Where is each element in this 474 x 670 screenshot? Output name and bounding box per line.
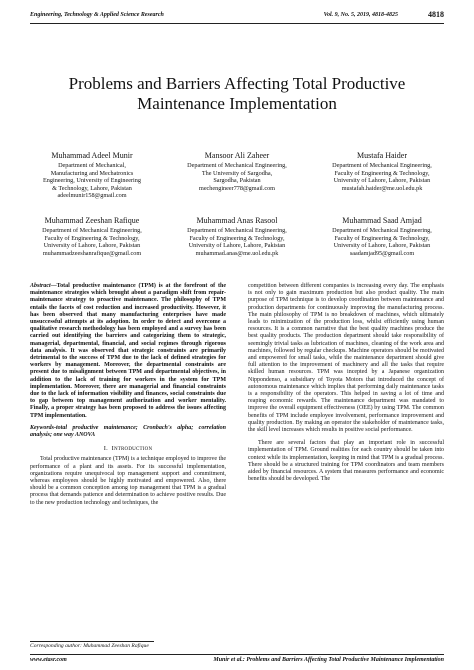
author-affiliation: Faculty of Engineering & Technology,: [334, 169, 430, 177]
paper-title: Problems and Barriers Affecting Total Productive Maintenance Implementation: [68, 74, 406, 113]
volume-info: Vol. 9, No. 5, 2019, 4818-4825: [323, 12, 398, 18]
author-name: Muhammad Adeel Munir: [51, 151, 133, 160]
abstract-text: —Total productive maintenance (TPM) is at the forefront of the maintenance strategies which brought about a paradigm shift from repair-maintenance strategy to proactive maintenance. The philosophy of TPM entails the facets of cost reduction and increased productivity. However, it has been observed that many manufacturing enterprises have made unsuccessful attempts at its adoption. In order to detect and overcome a qualitative research methodology has been employed and a survey has been carried out identifying the barriers and categorizing them to strategic, managerial, departmental, financial, and social regimes through rigorous data analysis. It was observed that strategic constraints are primarily detrimental to the success of TPM due to the lack of defined strategies for workers by management. Moreover, the departmental constraints are present due to misalignment between TPM and departmental objectives, in addition to the lack of training for workers in the system for TPM implementation. Moreover, there are managerial and financial constraints due to the lack of information visibility and finances, social constraints due to gap between top management authorization and worker mentality. Finally, a proper strategy has been proposed to address the issues affecting TPM implementation.: [30, 283, 226, 419]
author-name: Muhammad Anas Rasool: [196, 216, 278, 225]
author-affiliation: The University of Sargodha,: [201, 169, 273, 177]
author-name: Muhammad Zeeshan Rafique: [44, 216, 140, 225]
author-affiliation: Department of Mechanical Engineering,: [332, 162, 432, 169]
author-email[interactable]: mustafah.haider@me.uol.edu.pk: [341, 184, 423, 192]
footnote: Corresponding author: Muhammad Zeeshan Rafique: [30, 643, 149, 649]
page-number: 4818: [428, 10, 444, 19]
author-affiliation: Sargodha, Pakistan: [213, 177, 261, 185]
author-1: [22, 151, 162, 200]
author-6: [312, 216, 452, 257]
author-affiliation: Engineering, University of Engineering: [43, 177, 141, 185]
author-affiliation: University of Lahore, Lahore, Pakistan: [188, 242, 286, 250]
author-affiliation: Faculty of Engineering & Technology,: [189, 234, 285, 242]
author-5: [167, 216, 307, 257]
author-affiliation: Manufacturing and Mechatronics: [50, 169, 134, 177]
abstract: [30, 283, 226, 420]
footer-citation: Munir et al.: Problems and Barriers Affecting Total Productive Maintenance Implementation: [213, 657, 444, 663]
right-paragraph-2: There are several factors that play an important role in successful implementation of TPM. Ground realities for each country should be taken into context while its implementation, keeping in mind that TPM is a gradual process. There should be a structured training for TPM coordinators and team members aided by financial resources. A system that measures performance and economic benefits should be developed. The: [248, 440, 444, 483]
author-3: [312, 151, 452, 192]
author-affiliation: & Technology, Lahore, Pakistan: [52, 184, 132, 192]
author-name: Muhammad Saad Amjad: [342, 216, 422, 225]
author-affiliation: Department of Mechanical,: [58, 162, 126, 169]
author-affiliation: University of Lahore, Lahore, Pakistan: [333, 242, 431, 250]
author-email[interactable]: muhammad.anas@me.uol.edu.pk: [195, 249, 279, 257]
author-affiliation: Faculty of Engineering & Technology,: [44, 234, 140, 242]
author-name: Mansoor Ali Zaheer: [204, 151, 270, 160]
author-email[interactable]: adeelmunir158@gmail.com: [57, 192, 127, 200]
footnote-rule: [30, 641, 154, 642]
intro-paragraph: Total productive maintenance (TPM) is a technique employed to improve the performance of a plant and its assets. For its successful implementation, organizations require unequivocal top management support and commitment, whereas employees should be highly motivated and empowered. Also, there should be a common conception among top management that TPM is a gradual process that demands patience and determination to achieve positive results. Due to the new production technology and techniques, the: [30, 456, 226, 506]
author-4: [22, 216, 162, 257]
author-name: Mustafa Haider: [357, 151, 407, 160]
abstract-label: Abstract: [30, 283, 51, 289]
header-rule: [30, 23, 444, 24]
author-email[interactable]: mechengineer778@gmail.com: [199, 184, 275, 192]
right-paragraph-1: competition between different companies is increasing every day. The emphasis is not only to gain maximum production but also product quality. The main purpose of TPM technique is to develop coordination between maintenance and production departments for continuously improving the manufacturing process. The main philosophy of TPM is no breakdown of machines, which ultimately leads to minimization of the production loss, whilst efficiently using human resources. It is a common narrative that the best quality machines produce the best quality products. The production department should take responsibility of seemingly trivial tasks as lubrication of machines, cleaning of the work area and machines, followed by regular checkups. Machine operators should be motivated and empowered for small tasks, while the maintenance department should give full attention to the improvement of machinery and all the tasks that require skilled human resources. TPM was incepted by a Japanese organization Nippondenso, a subsidiary of Toyota Motors that introduced the concept of autonomous maintenance which implies that performing daily maintenance tasks is a responsibility of the operators. This helped in saving a lot of time and reaping economic rewards. The maintenance department was mandated to improve the overall equipment effectiveness (OEE) by using TPM. The common benefits of TPM include employee involvement, performance improvement and quality production. By making an operator the stakeholder of maintenance tasks, the skill level increases which results in positive social performance.: [248, 283, 444, 434]
author-affiliation: Faculty of Engineering & Technology,: [334, 234, 430, 242]
author-affiliation: Department of Mechanical Engineering,: [42, 227, 142, 234]
author-affiliation: University of Lahore, Lahore, Pakistan: [333, 177, 431, 185]
footer-rule: [30, 654, 444, 655]
left-column: [30, 283, 226, 507]
author-affiliation: Department of Mechanical Engineering,: [187, 162, 287, 169]
journal-name: Engineering, Technology & Applied Science Research: [30, 12, 164, 18]
keywords: Keywords-total productive maintenance; Cronbach's alpha; correlation analysis; one way ANOVA: [30, 424, 226, 439]
author-affiliation: Department of Mechanical Engineering,: [187, 227, 287, 234]
section-heading: I. Introduction: [103, 445, 153, 453]
right-column: [248, 283, 444, 483]
author-affiliation: University of Lahore, Lahore, Pakistan: [43, 242, 141, 250]
author-email[interactable]: saadamjad95@gmail.com: [349, 249, 415, 257]
author-email[interactable]: muhammadzeeshanrafique@gmail.com: [42, 249, 142, 257]
author-2: [167, 151, 307, 192]
author-affiliation: Department of Mechanical Engineering,: [332, 227, 432, 234]
journal-url[interactable]: www.etasr.com: [30, 657, 67, 663]
running-header: [30, 10, 444, 22]
